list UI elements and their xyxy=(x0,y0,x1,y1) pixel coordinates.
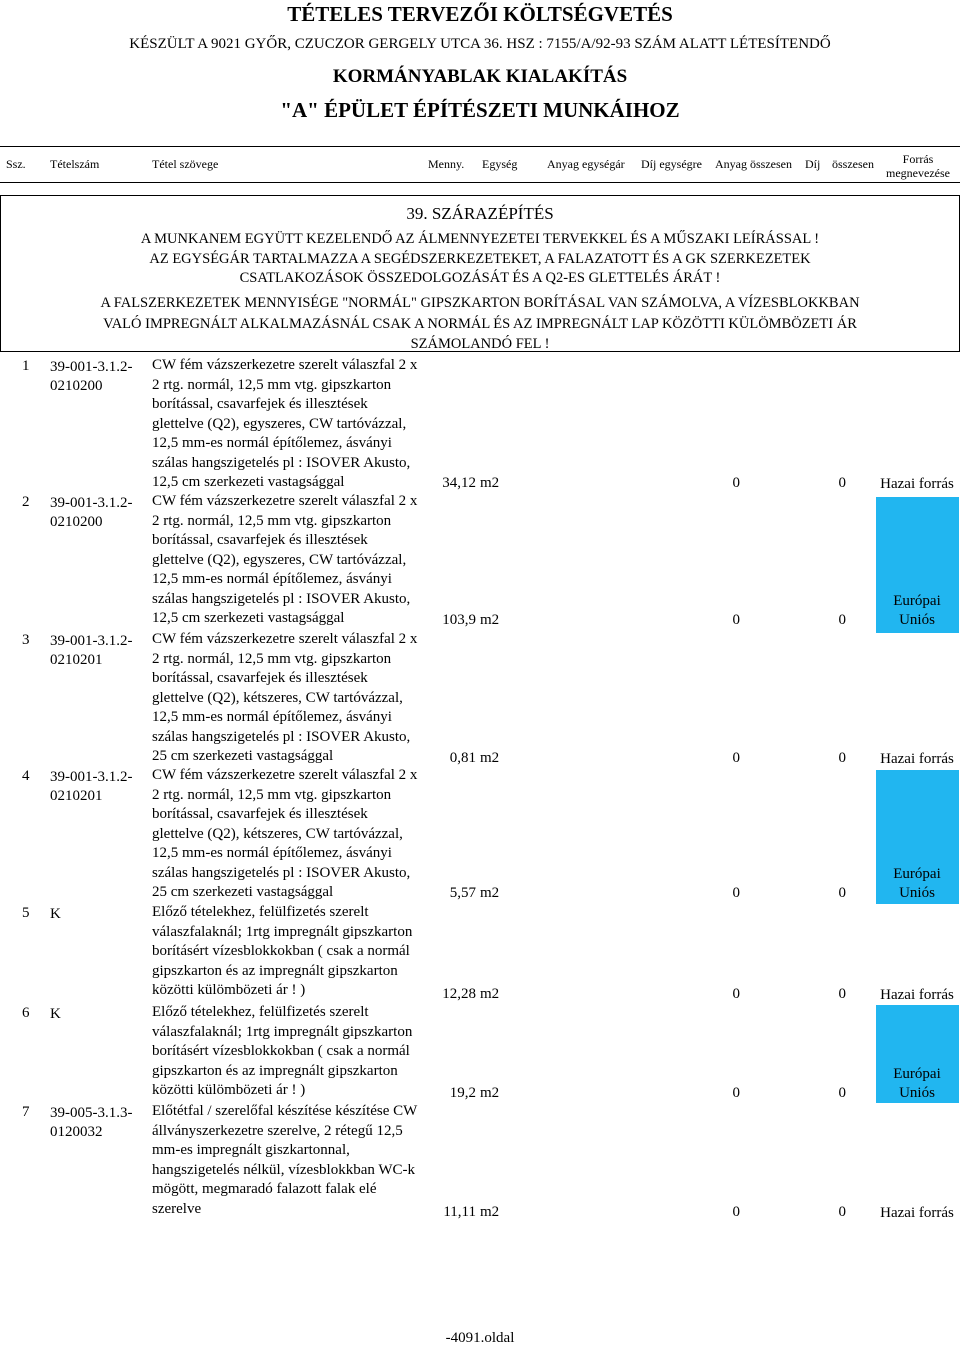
item-code xyxy=(50,768,148,806)
item-code-line1: K xyxy=(50,906,61,922)
desc-line: CW fém vázszerkezetre szerelt válaszfal 2 x xyxy=(152,767,418,783)
desc-line: 25 cm szerkezeti vastagsággal xyxy=(152,884,334,900)
desc-line: szálas hangszigetelés pl : ISOVER Akusto, xyxy=(152,454,411,471)
desc-line: 12,5 mm-es normál építőlemez, ásványi xyxy=(152,435,392,451)
item-source-line2: Uniós xyxy=(899,612,935,628)
header-bottom-rule xyxy=(0,182,960,183)
col-header-forras xyxy=(876,152,960,180)
item-code-line1: 39-001-3.1.2- xyxy=(50,495,133,511)
item-code-line2: 0210200 xyxy=(50,378,103,394)
desc-line: válaszfalaknál; 1rtg impregnált gipszkarton xyxy=(152,923,413,940)
item-number: 4 xyxy=(22,768,30,784)
item-quantity: 0,81 xyxy=(449,750,476,766)
desc-line: 2 rtg. normál, 12,5 mm vtg. gipszkarton xyxy=(152,376,392,393)
item-description xyxy=(152,630,422,767)
col-header-tetel-szovege: Tétel szövege xyxy=(152,157,219,171)
col-header-menny: Menny. xyxy=(428,157,465,171)
item-unit: m2 xyxy=(480,885,500,901)
item-unit: m2 xyxy=(480,1204,500,1220)
item-quantity: 34,12 xyxy=(442,475,476,491)
item-code-line2: 0120032 xyxy=(50,1124,103,1140)
desc-line: borításért vízesblokkokban ( csak a normál xyxy=(152,1043,410,1059)
desc-line: mögött, megmaradó falazott falak elé xyxy=(152,1181,377,1197)
desc-line: 25 cm szerkezeti vastagsággal xyxy=(152,748,334,764)
item-code xyxy=(50,1005,148,1024)
desc-line: borítással, csavarfejek és illesztések xyxy=(152,532,368,548)
desc-line: borítással, csavarfejek és illesztések xyxy=(152,396,368,412)
desc-line: borítással, csavarfejek és illesztések xyxy=(152,806,368,822)
item-code-line1: 39-001-3.1.2- xyxy=(50,769,133,785)
desc-line: glettelve (Q2), kétszeres, CW tartóvázzal, xyxy=(152,689,403,706)
item-quantity: 11,11 xyxy=(443,1204,476,1220)
col-header-anyag-egysegar: Anyag egységár xyxy=(547,157,625,171)
desc-line: szálas hangszigetelés pl : ISOVER Akusto, xyxy=(152,590,411,607)
item-code-line2: 0210200 xyxy=(50,514,103,530)
desc-line: borításért vízesblokkokban ( csak a normál xyxy=(152,943,410,959)
col-header-anyag-osszesen: Anyag összesen xyxy=(715,157,792,171)
item-fee-total: 0 xyxy=(838,475,846,491)
section-note-2b: CSATLAKOZÁSOK ÖSSZEDOLGOZÁSÁT ÉS A Q2-ES GLETTELÉS ÁRÁT ! xyxy=(239,270,721,286)
desc-line: szálas hangszigetelés pl : ISOVER Akusto, xyxy=(152,864,411,881)
desc-line: 2 rtg. normál, 12,5 mm vtg. gipszkarton xyxy=(152,650,392,667)
item-code xyxy=(50,1104,148,1142)
col-header-osszesen: összesen xyxy=(832,157,874,171)
header-top-rule xyxy=(0,146,960,147)
item-material-total: 0 xyxy=(732,1085,740,1101)
item-code-line1: 39-001-3.1.2- xyxy=(50,633,133,649)
item-material-total: 0 xyxy=(732,1204,740,1220)
item-quantity: 19,2 xyxy=(449,1085,476,1101)
item-code xyxy=(50,494,148,532)
item-source-line2: Uniós xyxy=(899,1085,935,1101)
item-quantity: 103,9 xyxy=(442,612,476,628)
item-unit: m2 xyxy=(480,475,500,491)
desc-line: 12,5 mm-es normál építőlemez, ásványi xyxy=(152,845,392,861)
section-note-2a: AZ EGYSÉGÁR TARTALMAZZA A SEGÉDSZERKEZETEKET, A FALAZATOTT ÉS A GK SZERKEZETEK xyxy=(149,251,811,267)
item-code xyxy=(50,632,148,670)
desc-line: 2 rtg. normál, 12,5 mm vtg. gipszkarton xyxy=(152,512,392,529)
item-source xyxy=(875,592,959,630)
item-number: 5 xyxy=(22,905,30,921)
col-header-forras-line1: Forrás xyxy=(902,152,934,166)
desc-line: 12,5 mm-es normál építőlemez, ásványi xyxy=(152,571,392,587)
page-title: TÉTELES TERVEZŐI KÖLTSÉGVETÉS xyxy=(287,2,673,26)
desc-line: glettelve (Q2), egyszeres, CW tartóvázzal, xyxy=(152,415,407,432)
item-description xyxy=(152,492,422,629)
item-code-line1: 39-005-3.1.3- xyxy=(50,1105,133,1121)
item-number: 7 xyxy=(22,1104,30,1120)
desc-line: 12,5 cm szerkezeti vastagsággal xyxy=(152,610,345,626)
item-number: 6 xyxy=(22,1005,30,1021)
item-description xyxy=(152,1003,422,1101)
desc-line: CW fém vázszerkezetre szerelt válaszfal 2 x xyxy=(152,493,418,509)
desc-line: állványszerkezetre szerelve, 2 rétegű 12,5 xyxy=(152,1122,403,1139)
item-source: Hazai forrás xyxy=(880,476,954,492)
item-description xyxy=(152,356,422,493)
item-source-line1: Európai xyxy=(893,1066,941,1082)
desc-line: közötti külömbözeti ár ! ) xyxy=(152,982,306,998)
section-note-3b: VALÓ IMPREGNÁLT ALKALMAZÁSNÁL CSAK A NORMÁL ÉS AZ IMPREGNÁLT LAP KÖZÖTTI KÜLÖMBÖZETI ÁR xyxy=(103,316,857,332)
section-title: 39. SZÁRAZÉPÍTÉS xyxy=(406,204,554,223)
item-source xyxy=(875,865,959,903)
desc-line: szálas hangszigetelés pl : ISOVER Akusto, xyxy=(152,728,411,745)
col-header-tetelszam: Tételszám xyxy=(50,157,100,171)
desc-line: CW fém vázszerkezetre szerelt válaszfal 2 x xyxy=(152,631,418,647)
section-note-1: A MUNKANEM EGYÜTT KEZELENDŐ AZ ÁLMENNYEZETEI TERVEKKEL ÉS A MŰSZAKI LEÍRÁSSAL ! xyxy=(140,231,820,247)
item-source: Hazai forrás xyxy=(880,751,954,767)
item-quantity: 12,28 xyxy=(442,986,476,1002)
project-title: KORMÁNYABLAK KIALAKÍTÁS xyxy=(332,66,628,87)
desc-line: válaszfalaknál; 1rtg impregnált gipszkarton xyxy=(152,1023,413,1040)
item-code xyxy=(50,905,148,924)
item-material-total: 0 xyxy=(732,986,740,1002)
item-code-line1: K xyxy=(50,1006,61,1022)
desc-line: 12,5 mm-es normál építőlemez, ásványi xyxy=(152,709,392,725)
item-material-total: 0 xyxy=(732,885,740,901)
desc-line: glettelve (Q2), egyszeres, CW tartóvázzal, xyxy=(152,551,407,568)
col-header-dij-egysegre: Díj egységre xyxy=(641,157,702,171)
scope-title: "A" ÉPÜLET ÉPÍTÉSZETI MUNKÁIHOZ xyxy=(280,98,680,122)
item-code xyxy=(50,358,148,396)
item-source: Hazai forrás xyxy=(880,1205,954,1221)
desc-line: mm-es impregnált giszkartonnal, xyxy=(152,1142,350,1158)
desc-line: borítással, csavarfejek és illesztések xyxy=(152,670,368,686)
item-description xyxy=(152,1102,422,1219)
item-source xyxy=(875,1065,959,1103)
desc-line: 12,5 cm szerkezeti vastagsággal xyxy=(152,474,345,490)
item-unit: m2 xyxy=(480,986,500,1002)
section-note-3a: A FALSZERKEZETEK MENNYISÉGE "NORMÁL" GIPSZKARTON BORÍTÁSAL VAN SZÁMOLVA, A VÍZESBLOKKBAN xyxy=(100,295,860,311)
item-code-line1: 39-001-3.1.2- xyxy=(50,359,133,375)
item-description xyxy=(152,903,422,1001)
item-source: Hazai forrás xyxy=(880,987,954,1003)
item-quantity: 5,57 xyxy=(449,885,476,901)
desc-line: hangszigetelés nélkül, vízesblokkban WC-k xyxy=(152,1161,415,1178)
item-source-line1: Európai xyxy=(893,593,941,609)
item-source-line1: Európai xyxy=(893,866,941,882)
desc-line: CW fém vázszerkezetre szerelt válaszfal 2 x xyxy=(152,357,418,373)
item-number: 1 xyxy=(22,358,30,374)
item-material-total: 0 xyxy=(732,475,740,491)
item-source-line2: Uniós xyxy=(899,885,935,901)
item-fee-total: 0 xyxy=(838,885,846,901)
item-material-total: 0 xyxy=(732,612,740,628)
item-unit: m2 xyxy=(480,612,500,628)
desc-line: Előtétfal / szerelőfal készítése készítése CW xyxy=(152,1103,418,1119)
page-subtitle: KÉSZÜLT A 9021 GYŐR, CZUCZOR GERGELY UTCA 36. HSZ : 7155/A/92-93 SZÁM ALATT LÉTESÍTENDŐ xyxy=(129,36,831,52)
desc-line: Előző tételekhez, felülfizetés szerelt xyxy=(152,904,369,920)
col-header-ssz: Ssz. xyxy=(6,157,26,171)
item-number: 2 xyxy=(22,494,30,510)
desc-line: 2 rtg. normál, 12,5 mm vtg. gipszkarton xyxy=(152,786,392,803)
item-code-line2: 0210201 xyxy=(50,652,103,668)
desc-line: gipszkarton és az impregnált gipszkarton xyxy=(152,1062,398,1079)
item-code-line2: 0210201 xyxy=(50,788,103,804)
col-header-egyseg: Egység xyxy=(482,157,518,171)
item-number: 3 xyxy=(22,632,30,648)
item-fee-total: 0 xyxy=(838,750,846,766)
desc-line: közötti külömbözeti ár ! ) xyxy=(152,1082,306,1098)
item-fee-total: 0 xyxy=(838,612,846,628)
item-unit: m2 xyxy=(480,1085,500,1101)
desc-line: glettelve (Q2), kétszeres, CW tartóvázzal, xyxy=(152,825,403,842)
item-material-total: 0 xyxy=(732,750,740,766)
col-header-forras-line2: megnevezése xyxy=(886,166,950,180)
item-fee-total: 0 xyxy=(838,1204,846,1220)
item-description xyxy=(152,766,422,903)
desc-line: Előző tételekhez, felülfizetés szerelt xyxy=(152,1004,369,1020)
page-number: -4091.oldal xyxy=(445,1330,515,1346)
col-header-dij: Díj xyxy=(805,157,821,171)
desc-line: szerelve xyxy=(152,1200,202,1217)
item-fee-total: 0 xyxy=(838,986,846,1002)
desc-line: gipszkarton és az impregnált gipszkarton xyxy=(152,962,398,979)
item-unit: m2 xyxy=(480,750,500,766)
item-fee-total: 0 xyxy=(838,1085,846,1101)
section-note-3c: SZÁMOLANDÓ FEL ! xyxy=(410,336,550,352)
